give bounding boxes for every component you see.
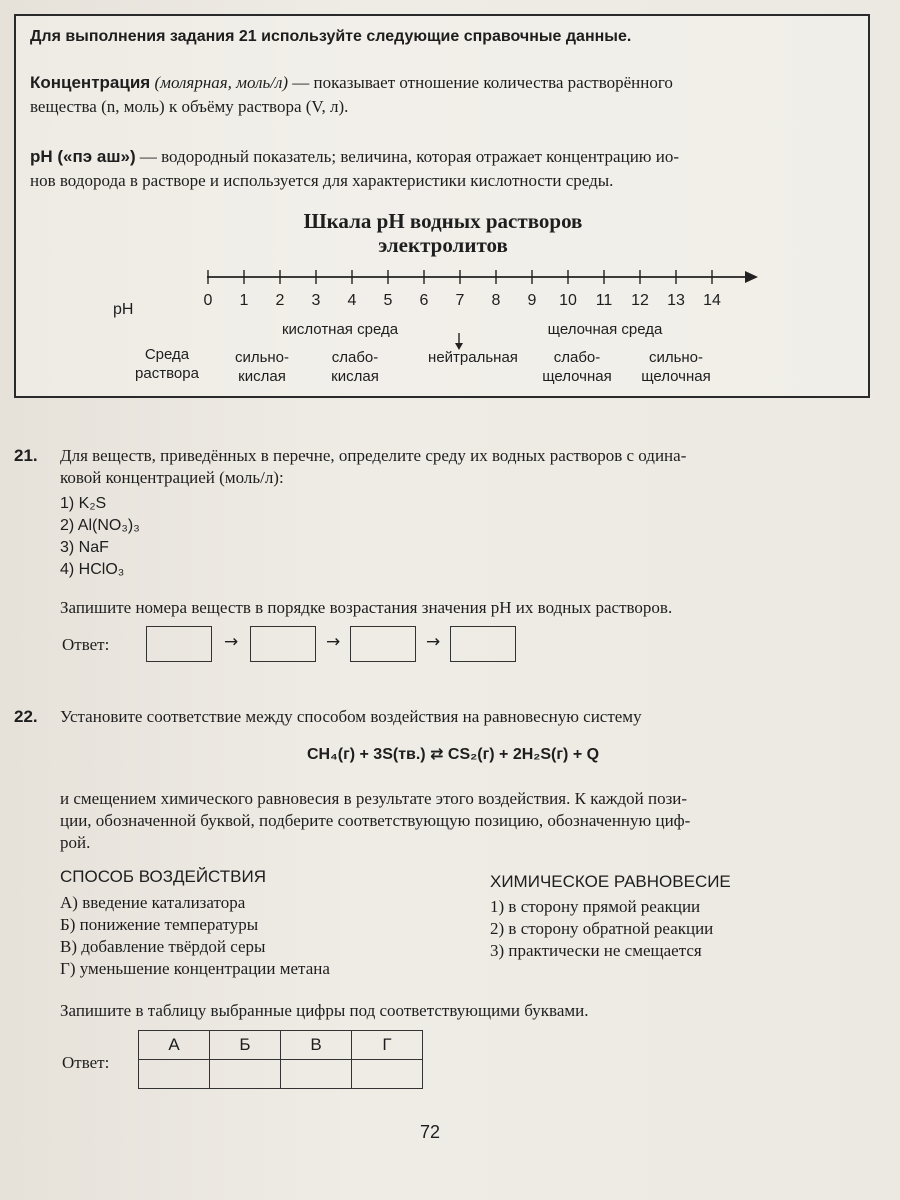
q22-instruction: Запишите в таблицу выбранные цифры под соответствующими буквами. xyxy=(60,1001,589,1020)
strong-base-label xyxy=(634,348,718,386)
q22-answer-label: Ответ: xyxy=(62,1053,110,1072)
tick-label-13: 13 xyxy=(667,292,685,309)
q21-arrow-3: → xyxy=(426,632,441,652)
acid-region-label: кислотная среда xyxy=(281,321,399,338)
q22-left-item-d: Г) уменьшение концентрации метана xyxy=(60,959,330,978)
q21-answer-box-1[interactable] xyxy=(146,626,212,662)
q22-right-item-1: 1) в сторону прямой реакции xyxy=(490,897,701,916)
q22-answer-table-input-row xyxy=(139,1060,423,1089)
q22-right-item-3: 3) практически не смещается xyxy=(490,941,702,960)
q21-item-1: 1) K₂S xyxy=(60,495,107,512)
tick-label-5: 5 xyxy=(383,292,393,309)
q21-text-2: ковой концентрацией (моль/л): xyxy=(60,468,284,487)
tick-label-6: 6 xyxy=(419,292,429,309)
q21-answer-box-4[interactable] xyxy=(450,626,516,662)
strong-acid-label xyxy=(222,348,302,386)
env-label xyxy=(132,345,202,383)
weak-acid-label xyxy=(315,348,395,386)
q22-right-header: ХИМИЧЕСКОЕ РАВНОВЕСИЕ xyxy=(490,872,731,891)
q22-left-header: СПОСОБ ВОЗДЕЙСТВИЯ xyxy=(60,867,266,886)
reference-header: Для выполнения задания 21 используйте следующие справочные данные. xyxy=(30,28,632,45)
q22-answer-cell-a[interactable] xyxy=(139,1060,210,1089)
weak-base-1: слабо- xyxy=(553,349,601,366)
env-label-1: Среда xyxy=(144,346,190,363)
q22-answer-cell-b[interactable] xyxy=(210,1060,281,1089)
strong-base-1: сильно- xyxy=(648,349,704,366)
ph-text-2: нов водорода в растворе и используется для характеристики кислотности среды. xyxy=(30,171,614,190)
q22-left-item-c: В) добавление твёрдой серы xyxy=(60,937,266,956)
q22-header-a: А xyxy=(139,1031,210,1060)
scale-title-2: электролитов xyxy=(378,233,508,257)
q22-right-item-2: 2) в сторону обратной реакции xyxy=(490,919,714,938)
tick-label-8: 8 xyxy=(491,292,501,309)
q22-header-b: Б xyxy=(210,1031,281,1060)
neutral-label: нейтральная xyxy=(428,349,518,366)
weak-base-2: щелочная xyxy=(542,368,612,385)
q22-answer-table xyxy=(138,1030,423,1089)
ph-scale-axis xyxy=(0,0,900,400)
q21-answer-label: Ответ: xyxy=(62,635,110,654)
tick-label-14: 14 xyxy=(703,292,721,309)
tick-label-10: 10 xyxy=(559,292,577,309)
q22-left-item-b: Б) понижение температуры xyxy=(60,915,259,934)
tick-label-11: 11 xyxy=(595,292,613,309)
weak-acid-1: слабо- xyxy=(331,349,379,366)
q22-left-item-a: А) введение катализатора xyxy=(60,893,246,912)
q22-text-2: и смещением химического равновесия в результате этого воздействия. К каждой пози- xyxy=(60,789,688,808)
axis-arrowhead xyxy=(745,271,758,283)
q21-arrow-2: → xyxy=(326,632,341,652)
q22-header-v: В xyxy=(281,1031,352,1060)
q21-item-3: 3) NaF xyxy=(60,539,109,556)
base-region-label: щелочная среда xyxy=(547,321,663,338)
concentration-units: (молярная, моль/л) xyxy=(154,73,289,92)
tick-label-1: 1 xyxy=(239,292,249,309)
strong-base-2: щелочная xyxy=(641,368,711,385)
strong-acid-1: сильно- xyxy=(234,349,290,366)
weak-base-label xyxy=(535,348,619,386)
q21-item-2: 2) Al(NO₃)₃ xyxy=(60,517,140,534)
tick-label-3: 3 xyxy=(311,292,321,309)
q22-answer-table-header-row xyxy=(139,1031,423,1060)
concentration-text-1: — показывает отношение количества растворённого xyxy=(292,73,673,92)
concentration-text-2: вещества (n, моль) к объёму раствора (V, л). xyxy=(30,97,349,116)
tick-label-12: 12 xyxy=(631,292,649,309)
q22-equation: CH₄(г) + 3S(тв.) ⇄ CS₂(г) + 2H₂S(г) + Q xyxy=(307,746,600,763)
q21-answer-box-2[interactable] xyxy=(250,626,316,662)
tick-label-0: 0 xyxy=(203,292,213,309)
q22-header-g: Г xyxy=(352,1031,423,1060)
strong-acid-2: кислая xyxy=(238,368,286,385)
q21-text-1: Для веществ, приведённых в перечне, определите среду их водных растворов с одина- xyxy=(60,446,687,465)
q22-text-4: рой. xyxy=(60,833,91,852)
tick-label-2: 2 xyxy=(275,292,285,309)
weak-acid-2: кислая xyxy=(331,368,379,385)
q22-text-1: Установите соответствие между способом воздействия на равновесную систему xyxy=(60,707,642,726)
q22-answer-cell-v[interactable] xyxy=(281,1060,352,1089)
ph-axis-label: pH xyxy=(113,301,134,318)
tick-label-4: 4 xyxy=(347,292,357,309)
q22-text-3: ции, обозначенной буквой, подберите соответствующую позицию, обозначенную циф- xyxy=(60,811,691,830)
q21-answer-box-3[interactable] xyxy=(350,626,416,662)
q22-number: 22. xyxy=(14,707,38,726)
page-number: 72 xyxy=(420,1122,441,1142)
concentration-term: Концентрация xyxy=(30,73,151,92)
q21-instruction: Запишите номера веществ в порядке возрастания значения pH их водных растворов. xyxy=(60,598,673,617)
env-label-2: раствора xyxy=(135,365,199,382)
scale-title-1: Шкала pH водных растворов xyxy=(303,209,583,233)
q22-answer-cell-g[interactable] xyxy=(352,1060,423,1089)
tick-label-7: 7 xyxy=(455,292,465,309)
ph-text-1: — водородный показатель; величина, которая отражает концентрацию ио- xyxy=(139,147,680,166)
q21-arrow-1: → xyxy=(224,632,239,652)
q21-number: 21. xyxy=(14,446,38,465)
tick-label-9: 9 xyxy=(527,292,537,309)
q21-item-4: 4) HClO₃ xyxy=(60,561,125,578)
ph-term: pH («пэ аш») xyxy=(30,147,136,166)
